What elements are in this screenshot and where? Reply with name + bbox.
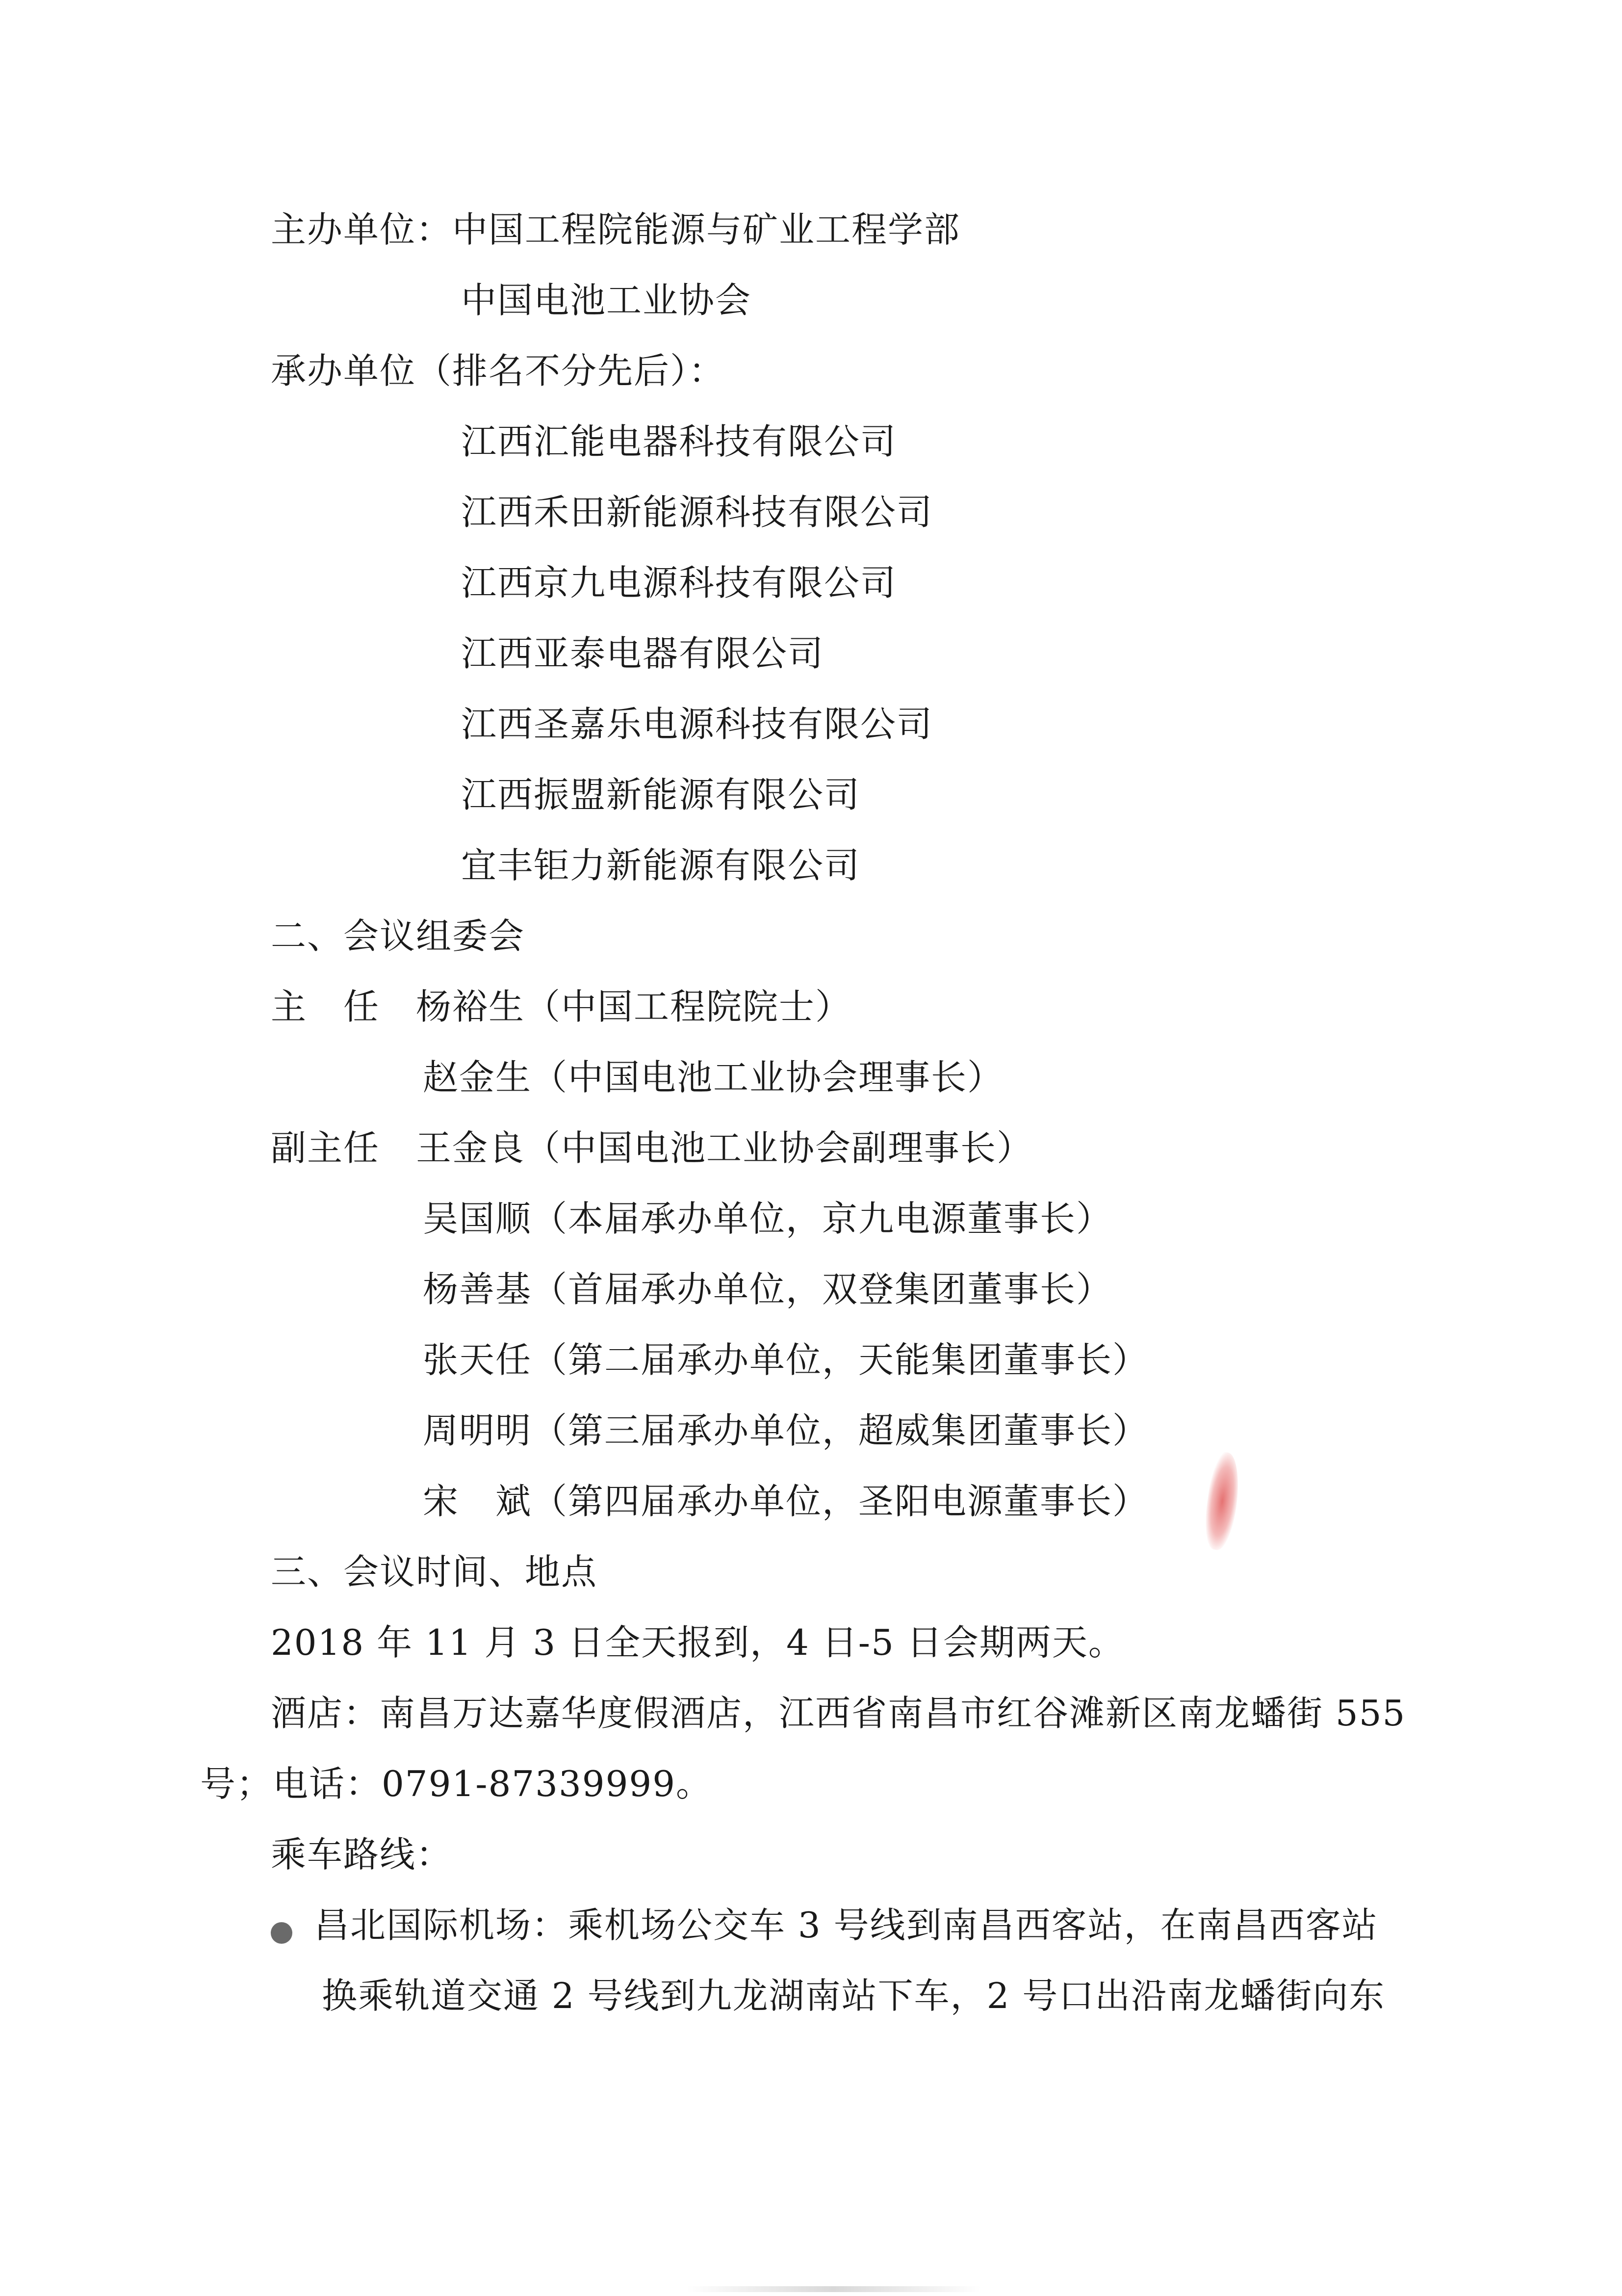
committee-vice-chair: 副主任 王金良（中国电池工业协会副理事长）	[271, 1127, 1033, 1169]
section-heading-committee: 二、会议组委会	[271, 915, 525, 957]
co-organizer-item: 江西圣嘉乐电源科技有限公司	[461, 704, 933, 745]
committee-member: 周明明（第三届承办单位，超威集团董事长）	[423, 1410, 1149, 1451]
co-organizer-item: 江西亚泰电器有限公司	[461, 633, 824, 674]
route-heading: 乘车路线：	[271, 1834, 453, 1875]
section-heading-time-place: 三、会议时间、地点	[271, 1551, 598, 1592]
route-airport: 昌北国际机场：乘机场公交车 3 号线到南昌西客站，在南昌西客站	[314, 1905, 1378, 1946]
co-organizer-heading: 承办单位（排名不分先后）：	[271, 350, 725, 391]
bullet-dot-icon	[271, 1922, 292, 1944]
committee-member: 宋 斌（第四届承办单位，圣阳电源董事长）	[423, 1481, 1149, 1522]
co-organizer-item: 江西振盟新能源有限公司	[461, 774, 861, 815]
route-airport-cont: 换乘轨道交通 2 号线到九龙湖南站下车，2 号口出沿南龙蟠街向东	[322, 1975, 1386, 2016]
hotel-address: 酒店：南昌万达嘉华度假酒店，江西省南昌市红谷滩新区南龙蟠街 555	[271, 1693, 1406, 1734]
organizer-line-2: 中国电池工业协会	[461, 280, 752, 321]
committee-member: 张天任（第二届承办单位，天能集团董事长）	[423, 1339, 1149, 1381]
scan-smudge	[687, 2286, 981, 2292]
committee-member: 吴国顺（本届承办单位，京九电源董事长）	[423, 1198, 1113, 1239]
committee-chair-2: 赵金生（中国电池工业协会理事长）	[423, 1057, 1004, 1098]
hotel-phone: 号；电话：0791-87339999。	[200, 1763, 713, 1804]
co-organizer-item: 江西汇能电器科技有限公司	[461, 421, 897, 462]
committee-chair: 主 任 杨裕生（中国工程院院士）	[271, 986, 852, 1027]
organizer-line: 主办单位：中国工程院能源与矿业工程学部	[271, 209, 961, 250]
co-organizer-item: 江西京九电源科技有限公司	[461, 562, 897, 603]
meeting-dates: 2018 年 11 月 3 日全天报到，4 日-5 日会期两天。	[271, 1622, 1125, 1663]
committee-member: 杨善基（首届承办单位，双登集团董事长）	[423, 1269, 1113, 1310]
co-organizer-item: 宜丰钜力新能源有限公司	[461, 845, 861, 886]
co-organizer-item: 江西禾田新能源科技有限公司	[461, 492, 933, 533]
red-stamp-mark	[1201, 1451, 1243, 1552]
